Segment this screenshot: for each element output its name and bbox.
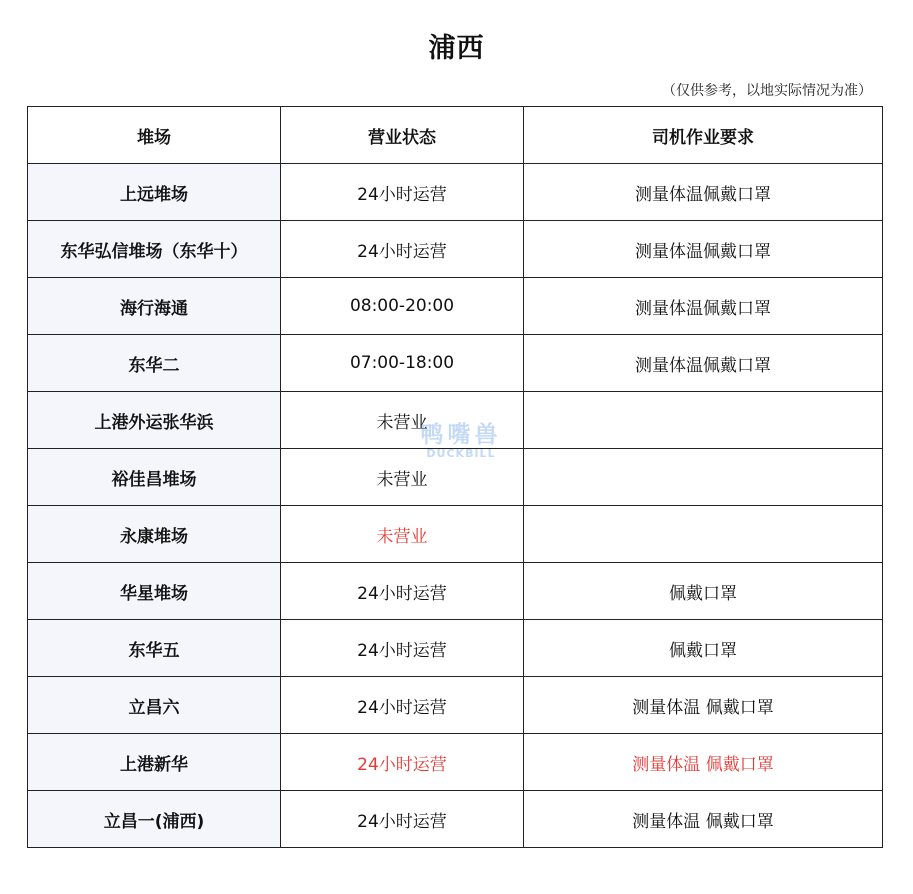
- driver-requirement: [524, 506, 883, 563]
- operating-status: 24小时运营: [281, 221, 524, 278]
- yard-name: 东华五: [28, 620, 281, 677]
- operating-status: 24小时运营: [281, 164, 524, 221]
- operating-status: 24小时运营: [281, 791, 524, 848]
- table-row: [28, 392, 883, 449]
- watermark-en-text: DUCKBILL: [426, 447, 496, 460]
- driver-requirement: 测量体温佩戴口罩: [524, 335, 883, 392]
- table-row: [28, 506, 883, 563]
- operating-status: 08:00-20:00: [281, 278, 524, 335]
- table-row: [28, 335, 883, 392]
- yard-name: 裕佳昌堆场: [28, 449, 281, 506]
- driver-requirement: 测量体温佩戴口罩: [524, 278, 883, 335]
- operating-status: 24小时运营: [281, 734, 524, 791]
- operating-status: 24小时运营: [281, 563, 524, 620]
- yard-name: 立昌一(浦西): [28, 791, 281, 848]
- yard-name: 海行海通: [28, 278, 281, 335]
- table-row: [28, 563, 883, 620]
- yard-name: 上港外运张华浜: [28, 392, 281, 449]
- operating-status: 07:00-18:00: [281, 335, 524, 392]
- table-row: [28, 620, 883, 677]
- yard-name: 华星堆场: [28, 563, 281, 620]
- table-row: [28, 791, 883, 848]
- yard-name: 东华二: [28, 335, 281, 392]
- page-title: 浦西: [428, 33, 485, 64]
- table-row: [28, 677, 883, 734]
- driver-requirement: 测量体温 佩戴口罩: [524, 677, 883, 734]
- driver-requirement: 测量体温佩戴口罩: [524, 164, 883, 221]
- operating-status: 24小时运营: [281, 677, 524, 734]
- driver-requirement: 佩戴口罩: [524, 620, 883, 677]
- table-row: [28, 734, 883, 791]
- yard-name: 上远堆场: [28, 164, 281, 221]
- yard-name: 永康堆场: [28, 506, 281, 563]
- yard-status-table: [27, 106, 883, 848]
- watermark-cn-text: 鸭嘴兽: [420, 422, 502, 448]
- yard-name: 立昌六: [28, 677, 281, 734]
- header-yard: 堆场: [28, 107, 281, 164]
- operating-status: 未营业: [281, 449, 524, 506]
- driver-requirement: 测量体温 佩戴口罩: [524, 791, 883, 848]
- table-row: [28, 449, 883, 506]
- yard-name: 上港新华: [28, 734, 281, 791]
- yard-name: 东华弘信堆场（东华十）: [28, 221, 281, 278]
- driver-requirement: [524, 392, 883, 449]
- driver-requirement: 测量体温 佩戴口罩: [524, 734, 883, 791]
- operating-status: 24小时运营: [281, 620, 524, 677]
- header-status: 营业状态: [281, 107, 524, 164]
- table-row: [28, 278, 883, 335]
- driver-requirement: 测量体温佩戴口罩: [524, 221, 883, 278]
- driver-requirement: 佩戴口罩: [524, 563, 883, 620]
- disclaimer-note: （仅供参考，以地实际情况为准）: [662, 83, 872, 99]
- table-row: [28, 221, 883, 278]
- operating-status: 未营业: [281, 506, 524, 563]
- header-requirement: 司机作业要求: [524, 107, 883, 164]
- table-header-row: [28, 107, 883, 164]
- table-row: [28, 164, 883, 221]
- driver-requirement: [524, 449, 883, 506]
- operating-status: 未营业: [281, 392, 524, 449]
